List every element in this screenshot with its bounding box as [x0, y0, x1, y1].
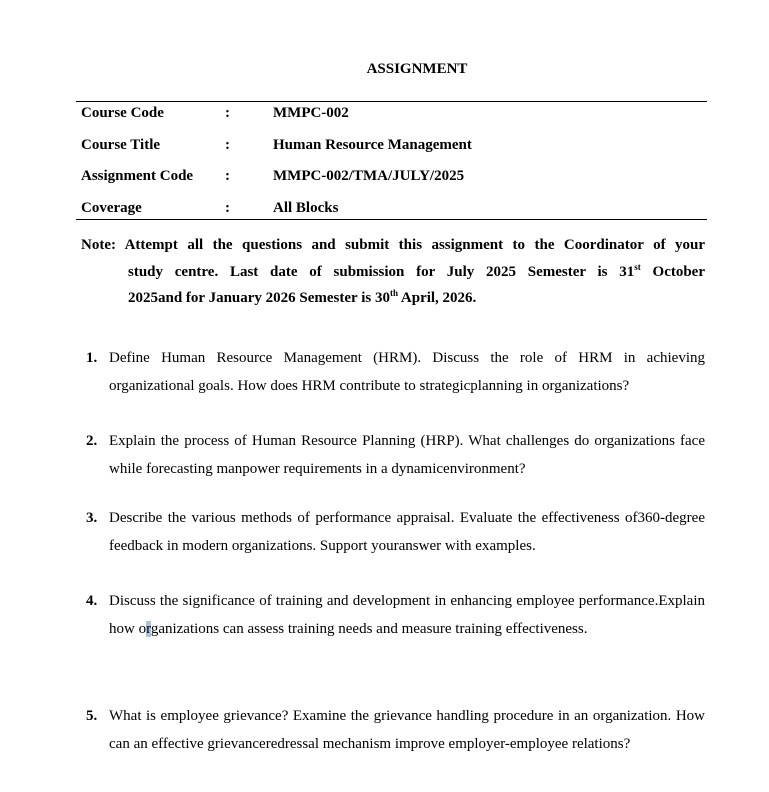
question-number: 1.: [86, 350, 98, 366]
note-line-3: [81, 285, 705, 312]
note-superscript: st: [634, 261, 641, 272]
question-text[interactable]: [109, 587, 705, 643]
meta-separator: :: [225, 137, 230, 153]
question-text: Explain the process of Human Resource Planning (HRP). What challenges do organizations face while forecasting manpower requirements in a dynamicenvironment?: [109, 433, 705, 477]
note-line-2: [81, 259, 705, 286]
question-text: Define Human Resource Management (HRM). Discuss the role of HRM in achieving organizational goals. How does HRM contribute to strategicplanning in organizations?: [109, 350, 705, 394]
bottom-rule: [76, 219, 707, 220]
submission-note: [81, 232, 705, 312]
meta-value: MMPC-002/TMA/JULY/2025: [273, 168, 465, 184]
meta-separator: :: [225, 168, 230, 184]
question-number: 3.: [86, 510, 98, 526]
question-number: 4.: [86, 593, 98, 609]
meta-value: MMPC-002: [273, 105, 349, 121]
question-1: [86, 344, 705, 400]
question-text-part: ganizations can assess training needs and measure training effectiveness.: [150, 621, 588, 637]
question-2: [86, 427, 705, 483]
meta-separator: :: [225, 200, 230, 216]
note-text: 2025and for January 2026 Semester is 30: [128, 290, 390, 306]
meta-label: Coverage: [81, 200, 142, 216]
note-text: April, 2026.: [397, 290, 477, 306]
note-line-1: Note: Attempt all the questions and submit this assignment to the Coordinator of your: [81, 237, 705, 253]
question-number: 2.: [86, 433, 98, 449]
meta-label: Course Title: [81, 137, 161, 153]
question-4: [86, 587, 705, 643]
note-superscript: th: [389, 288, 398, 298]
question-3: [86, 504, 705, 560]
meta-label: Course Code: [81, 105, 164, 121]
meta-label: Assignment Code: [81, 168, 194, 184]
question-5: [86, 702, 705, 758]
text-cursor-selection[interactable]: r: [146, 621, 151, 637]
question-number: 5.: [86, 708, 98, 724]
document-title: ASSIGNMENT: [366, 61, 468, 77]
meta-value: All Blocks: [273, 200, 339, 216]
top-rule: [76, 101, 707, 102]
note-text: October: [640, 263, 706, 280]
meta-separator: :: [225, 105, 230, 121]
question-text: What is employee grievance? Examine the grievance handling procedure in an organization. How can an effective grievanceredressal mechanism improve employer-employee relations?: [109, 708, 705, 752]
note-text: study centre. Last date of submission for July 2025 Semester is 31: [128, 263, 635, 280]
question-text: Describe the various methods of performance appraisal. Evaluate the effectiveness of360-degree feedback in modern organizations. Support youranswer with examples.: [109, 510, 705, 554]
question-text-part: Discuss the significance of training and development in enhancing employee performance.Explain how o: [109, 593, 705, 637]
meta-value: Human Resource Management: [273, 137, 472, 153]
